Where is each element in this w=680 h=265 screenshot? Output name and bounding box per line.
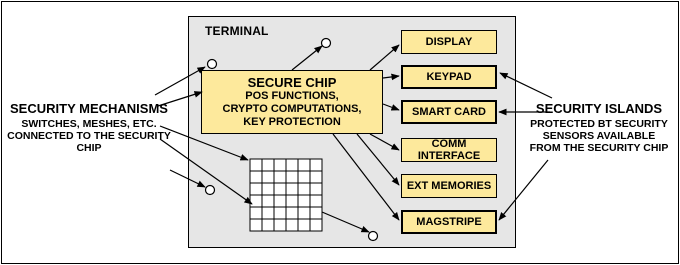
secure-chip-title: SECURE CHIP bbox=[247, 75, 337, 90]
security-islands-title: SECURITY ISLANDS bbox=[535, 101, 663, 116]
sensor-circle bbox=[369, 232, 378, 241]
secure-chip-line: KEY PROTECTION bbox=[243, 116, 341, 128]
security-islands-line: FROM THE SECURITY CHIP bbox=[529, 142, 669, 154]
security-mesh bbox=[250, 159, 322, 231]
security-islands-line: SENSORS AVAILABLE bbox=[542, 130, 656, 142]
security-mechanisms-title: SECURITY MECHANISMS bbox=[10, 101, 168, 116]
ext-memories-box: EXT MEMORIES bbox=[401, 174, 497, 198]
comm-interface-box: COMM INTERFACE bbox=[401, 138, 497, 162]
security-mechanisms-arrows bbox=[155, 67, 252, 204]
secure-chip-line: POS FUNCTIONS, bbox=[245, 90, 339, 102]
magstripe-box: MAGSTRIPE bbox=[401, 210, 497, 234]
sensor-circle bbox=[208, 60, 217, 69]
security-islands-line: PROTECTED BT SECURITY bbox=[530, 118, 668, 130]
security-mechanisms-line: SWITCHES, MESHES, ETC. bbox=[21, 118, 157, 130]
sensor-circle bbox=[322, 39, 331, 48]
secure-chip-line: CRYPTO COMPUTATIONS, bbox=[222, 103, 362, 115]
smart-card-box: SMART CARD bbox=[401, 100, 497, 124]
sensor-circle bbox=[206, 186, 215, 195]
security-mechanisms-line: CHIP bbox=[76, 142, 102, 154]
display-box: DISPLAY bbox=[401, 30, 497, 54]
security-mechanisms-line: CONNECTED TO THE SECURITY bbox=[7, 130, 171, 142]
keypad-box: KEYPAD bbox=[401, 65, 497, 89]
terminal-label: TERMINAL bbox=[205, 24, 269, 38]
security-islands-arrows bbox=[499, 73, 552, 220]
